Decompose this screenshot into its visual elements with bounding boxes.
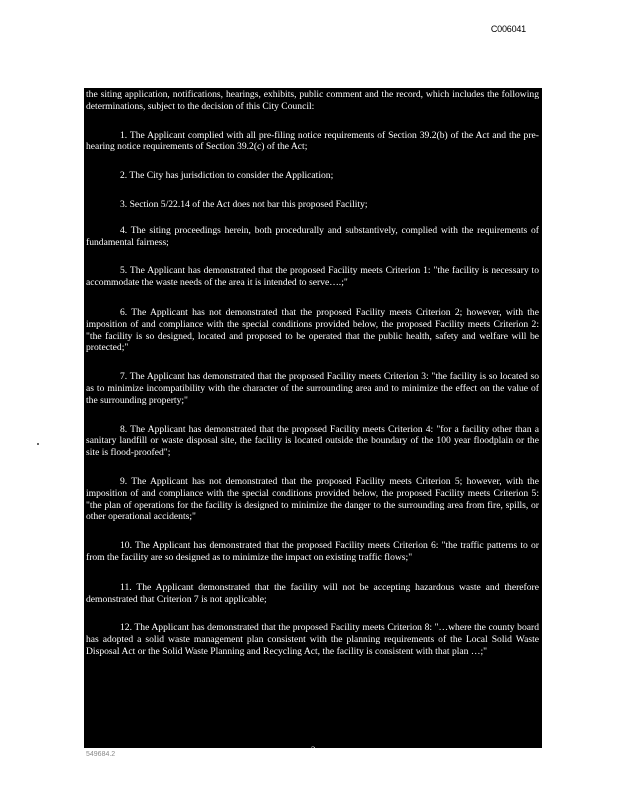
determination-10: 10. The Applicant has demonstrated that the proposed Facility meets Criterion 6: "the traffic patterns to or from the facility are so designed as to minimize the impact on existing traffic flows;" bbox=[86, 540, 539, 563]
determination-2: 2. The City has jurisdiction to consider the Application; bbox=[120, 170, 334, 182]
determination-6: 6. The Applicant has not demonstrated that the proposed Facility meets Criterion 2; however, with the imposition of and compliance with the special conditions provided below, the proposed Facility meets Criterion 2: "the facility is so designed, located and proposed to be operated that the public health, safety and welfare will be protected;" bbox=[86, 306, 539, 354]
determination-5: 5. The Applicant has demonstrated that the proposed Facility meets Criterion 1: "the facility is necessary to accommodate the waste needs of the area it is intended to serve….;" bbox=[86, 265, 539, 289]
determination-3: 3. Section 5/22.14 of the Act does not bar this proposed Facility; bbox=[120, 198, 368, 210]
determination-1: 1. The Applicant complied with all pre-filing notice requirements of Section 39.2(b) of the Act and the pre-hearing notice requirements of Section 39.2(c) of the Act; bbox=[86, 129, 539, 153]
page-number: 2 bbox=[311, 745, 316, 755]
determination-11: 11. The Applicant demonstrated that the facility will not be accepting hazardous waste and therefore demonstrated that Criterion 7 is not applicable; bbox=[86, 581, 539, 605]
document-id: C006041 bbox=[490, 24, 526, 34]
intro-paragraph: the siting application, notifications, hearings, exhibits, public comment and the record, which includes the following determinations, subject to the decision of this City Council: bbox=[86, 89, 539, 112]
determination-8: 8. The Applicant has demonstrated that the proposed Facility meets Criterion 4: "for a facility other than a sanitary landfill or waste disposal site, the facility is located outside the boundary of the 100 year floodplain or the site is flood-proofed"; bbox=[86, 423, 539, 459]
determination-12: 12. The Applicant has demonstrated that the proposed Facility meets Criterion 8: "…where the county board has adopted a solid waste management plan consistent with the planning requirements of the Local Solid Waste Disposal Act or the Solid Waste Planning and Recycling Act, the facility is consistent with that plan …;" bbox=[86, 622, 539, 657]
footer-document-code: 549684.2 bbox=[86, 751, 116, 758]
document-body bbox=[84, 88, 542, 748]
determination-7: 7. The Applicant has demonstrated that the proposed Facility meets Criterion 3: "the facility is so located so as to minimize incompatibility with the character of the surrounding area and to minimize the effect on the value of the surrounding property;" bbox=[86, 371, 539, 406]
determination-4: 4. The siting proceedings herein, both procedurally and substantively, complied with the requirements of fundamental fairness; bbox=[86, 224, 539, 248]
scan-artifact bbox=[37, 443, 39, 445]
determination-9: 9. The Applicant has not demonstrated that the proposed Facility meets Criterion 5; however, with the imposition of and compliance with the special conditions provided below, the proposed Facility meets Criterion 5: "the plan of operations for the facility is designed to minimize the danger to the surrounding area from fire, spills, or other operational accidents;" bbox=[86, 475, 539, 523]
